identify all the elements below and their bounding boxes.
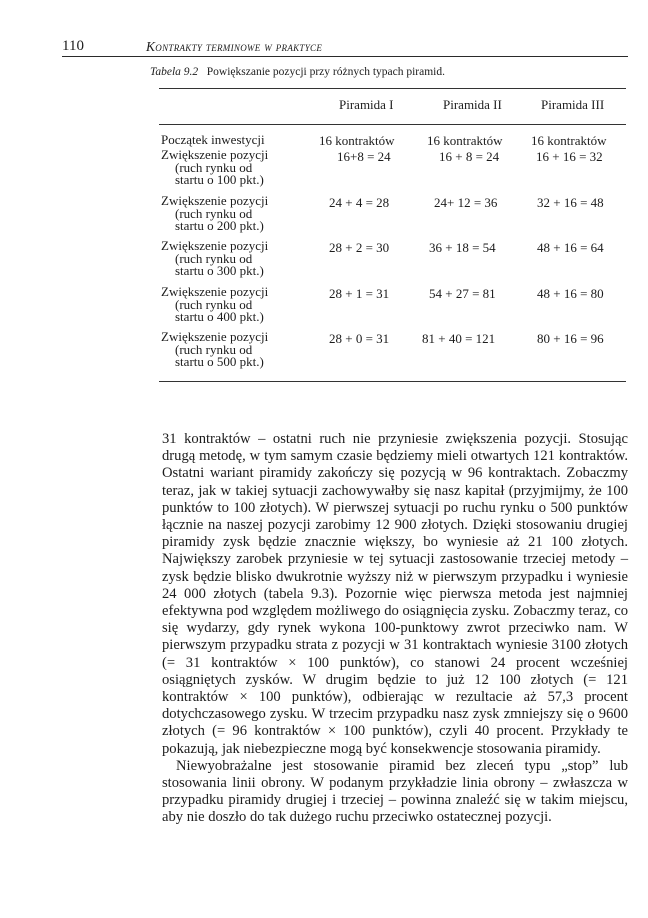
page-number: 110: [62, 38, 84, 54]
table-cell: 36 + 18 = 54: [429, 240, 496, 255]
table-cell: 48 + 16 = 80: [537, 286, 604, 301]
table-row-label: Początek inwestycji: [161, 132, 265, 147]
table-cell: 16 kontraktów: [319, 133, 395, 148]
table-cell: 16 + 8 = 24: [439, 149, 500, 164]
table-row-label: Zwiększenie pozycji (ruch rynku od startu o 200 pkt.): [161, 193, 269, 234]
table-caption-label: Tabela 9.2: [150, 66, 199, 78]
body-paragraph: Niewyobrażalne jest stosowanie piramid bez zleceń typu „stop” lub stosowania linii obrony. W podanym przykładzie linia obrony – zwłaszcza w przypadku piramidy drugiej i trzeciej – powinna znaleźć się w takim miejscu, aby nie doszło do tak dużego ruchu przeciwko ostatecznej pozycji.: [162, 757, 628, 826]
table-cell: 24+ 12 = 36: [434, 195, 498, 210]
table-bottom-rule: [159, 381, 626, 382]
table-cell: 16 kontraktów: [531, 133, 607, 148]
table-cell: 28 + 0 = 31: [329, 331, 390, 346]
table-cell: 32 + 16 = 48: [537, 195, 604, 210]
column-header-piramida-2: Piramida II: [443, 97, 502, 112]
table-cell: 81 + 40 = 121: [422, 331, 496, 346]
table-caption-text: Powiększanie pozycji przy różnych typach piramid.: [206, 66, 445, 78]
table-row-label: Zwiększenie pozycji (ruch rynku od startu o 500 pkt.): [161, 329, 269, 370]
running-title: Kontrakty terminowe w praktyce: [146, 39, 323, 54]
table-top-rule: [159, 88, 626, 89]
table-cell: 16 kontraktów: [427, 133, 503, 148]
table-caption: [150, 66, 445, 78]
body-text: [162, 431, 628, 827]
table-cell: 16+8 = 24: [337, 149, 391, 164]
table-header-rule: [159, 124, 626, 125]
table-cell: 16 + 16 = 32: [536, 149, 603, 164]
table-cell: 54 + 27 = 81: [429, 286, 496, 301]
table-cell: 24 + 4 = 28: [329, 195, 390, 210]
table-cell: 28 + 2 = 30: [329, 240, 390, 255]
column-header-piramida-1: Piramida I: [339, 97, 394, 112]
table-cell: 80 + 16 = 96: [537, 331, 604, 346]
table-row-label: Zwiększenie pozycji (ruch rynku od startu o 400 pkt.): [161, 284, 269, 325]
table-cell: 28 + 1 = 31: [329, 286, 390, 301]
column-header-piramida-3: Piramida III: [541, 97, 605, 112]
page-header: [62, 36, 628, 57]
body-paragraph: 31 kontraktów – ostatni ruch nie przyniesie zwiększenia pozycji. Stosując drugą metodę, w tym samym czasie będziemy mieli otwartych 121 kontraktów. Ostatni wariant piramidy zakończy się pozycją w 96 kontraktach. Zobaczmy teraz, jak w takiej sytuacji zachowywałby się nasz kapitał (przyjmijmy, że 100 punktów to 100 złotych). W pierwszej sytuacji po ruchu rynku o 500 punktów łącznie na naszej pozycji zarobimy 12 900 złotych. Dzięki stosowaniu drugiej piramidy zysk będzie znacznie większy, bo wyniesie aż 21 100 złotych. Największy zarobek przyniesie w tej sytuacji zastosowanie trzeciej metody – zysk będzie blisko dwukrotnie wyższy niż w pierwszym przypadku i wyniesie 24 000 złotych (tabela 9.3). Pozornie więc pierwsza metoda jest najmniej efektywna pod względem możliwego do osiągnięcia zysku. Zobaczmy teraz, co się wydarzy, gdy rynek wykona 100-punktowy zwrot przeciwko nam. W pierwszym przypadku strata z pozycji w 31 kontraktach wyniesie 3100 złotych (= 31 kontraktów × 100 punktów), co stanowi 24 procent wcześniej osiągniętych zysków. W drugim będzie to już 12 100 złotych (= 121 kontraktów × 100 punktów), odbierając w rezultacie aż 57,3 procent dotychczasowego zysku. W trzecim przypadku nasz zysk zmniejszy się o 9600 złotych (= 96 kontraktów × 100 punktów), czyli 40 procent. Przykłady te pokazują, jak niebezpieczne mogą być konsekwencje stosowania piramidy.: [162, 431, 628, 757]
table-cell: 48 + 16 = 64: [537, 240, 604, 255]
table-row-label: Zwiększenie pozycji (ruch rynku od startu o 300 pkt.): [161, 238, 269, 279]
table-row-label: Zwiększenie pozycji (ruch rynku od startu o 100 pkt.): [161, 147, 269, 188]
